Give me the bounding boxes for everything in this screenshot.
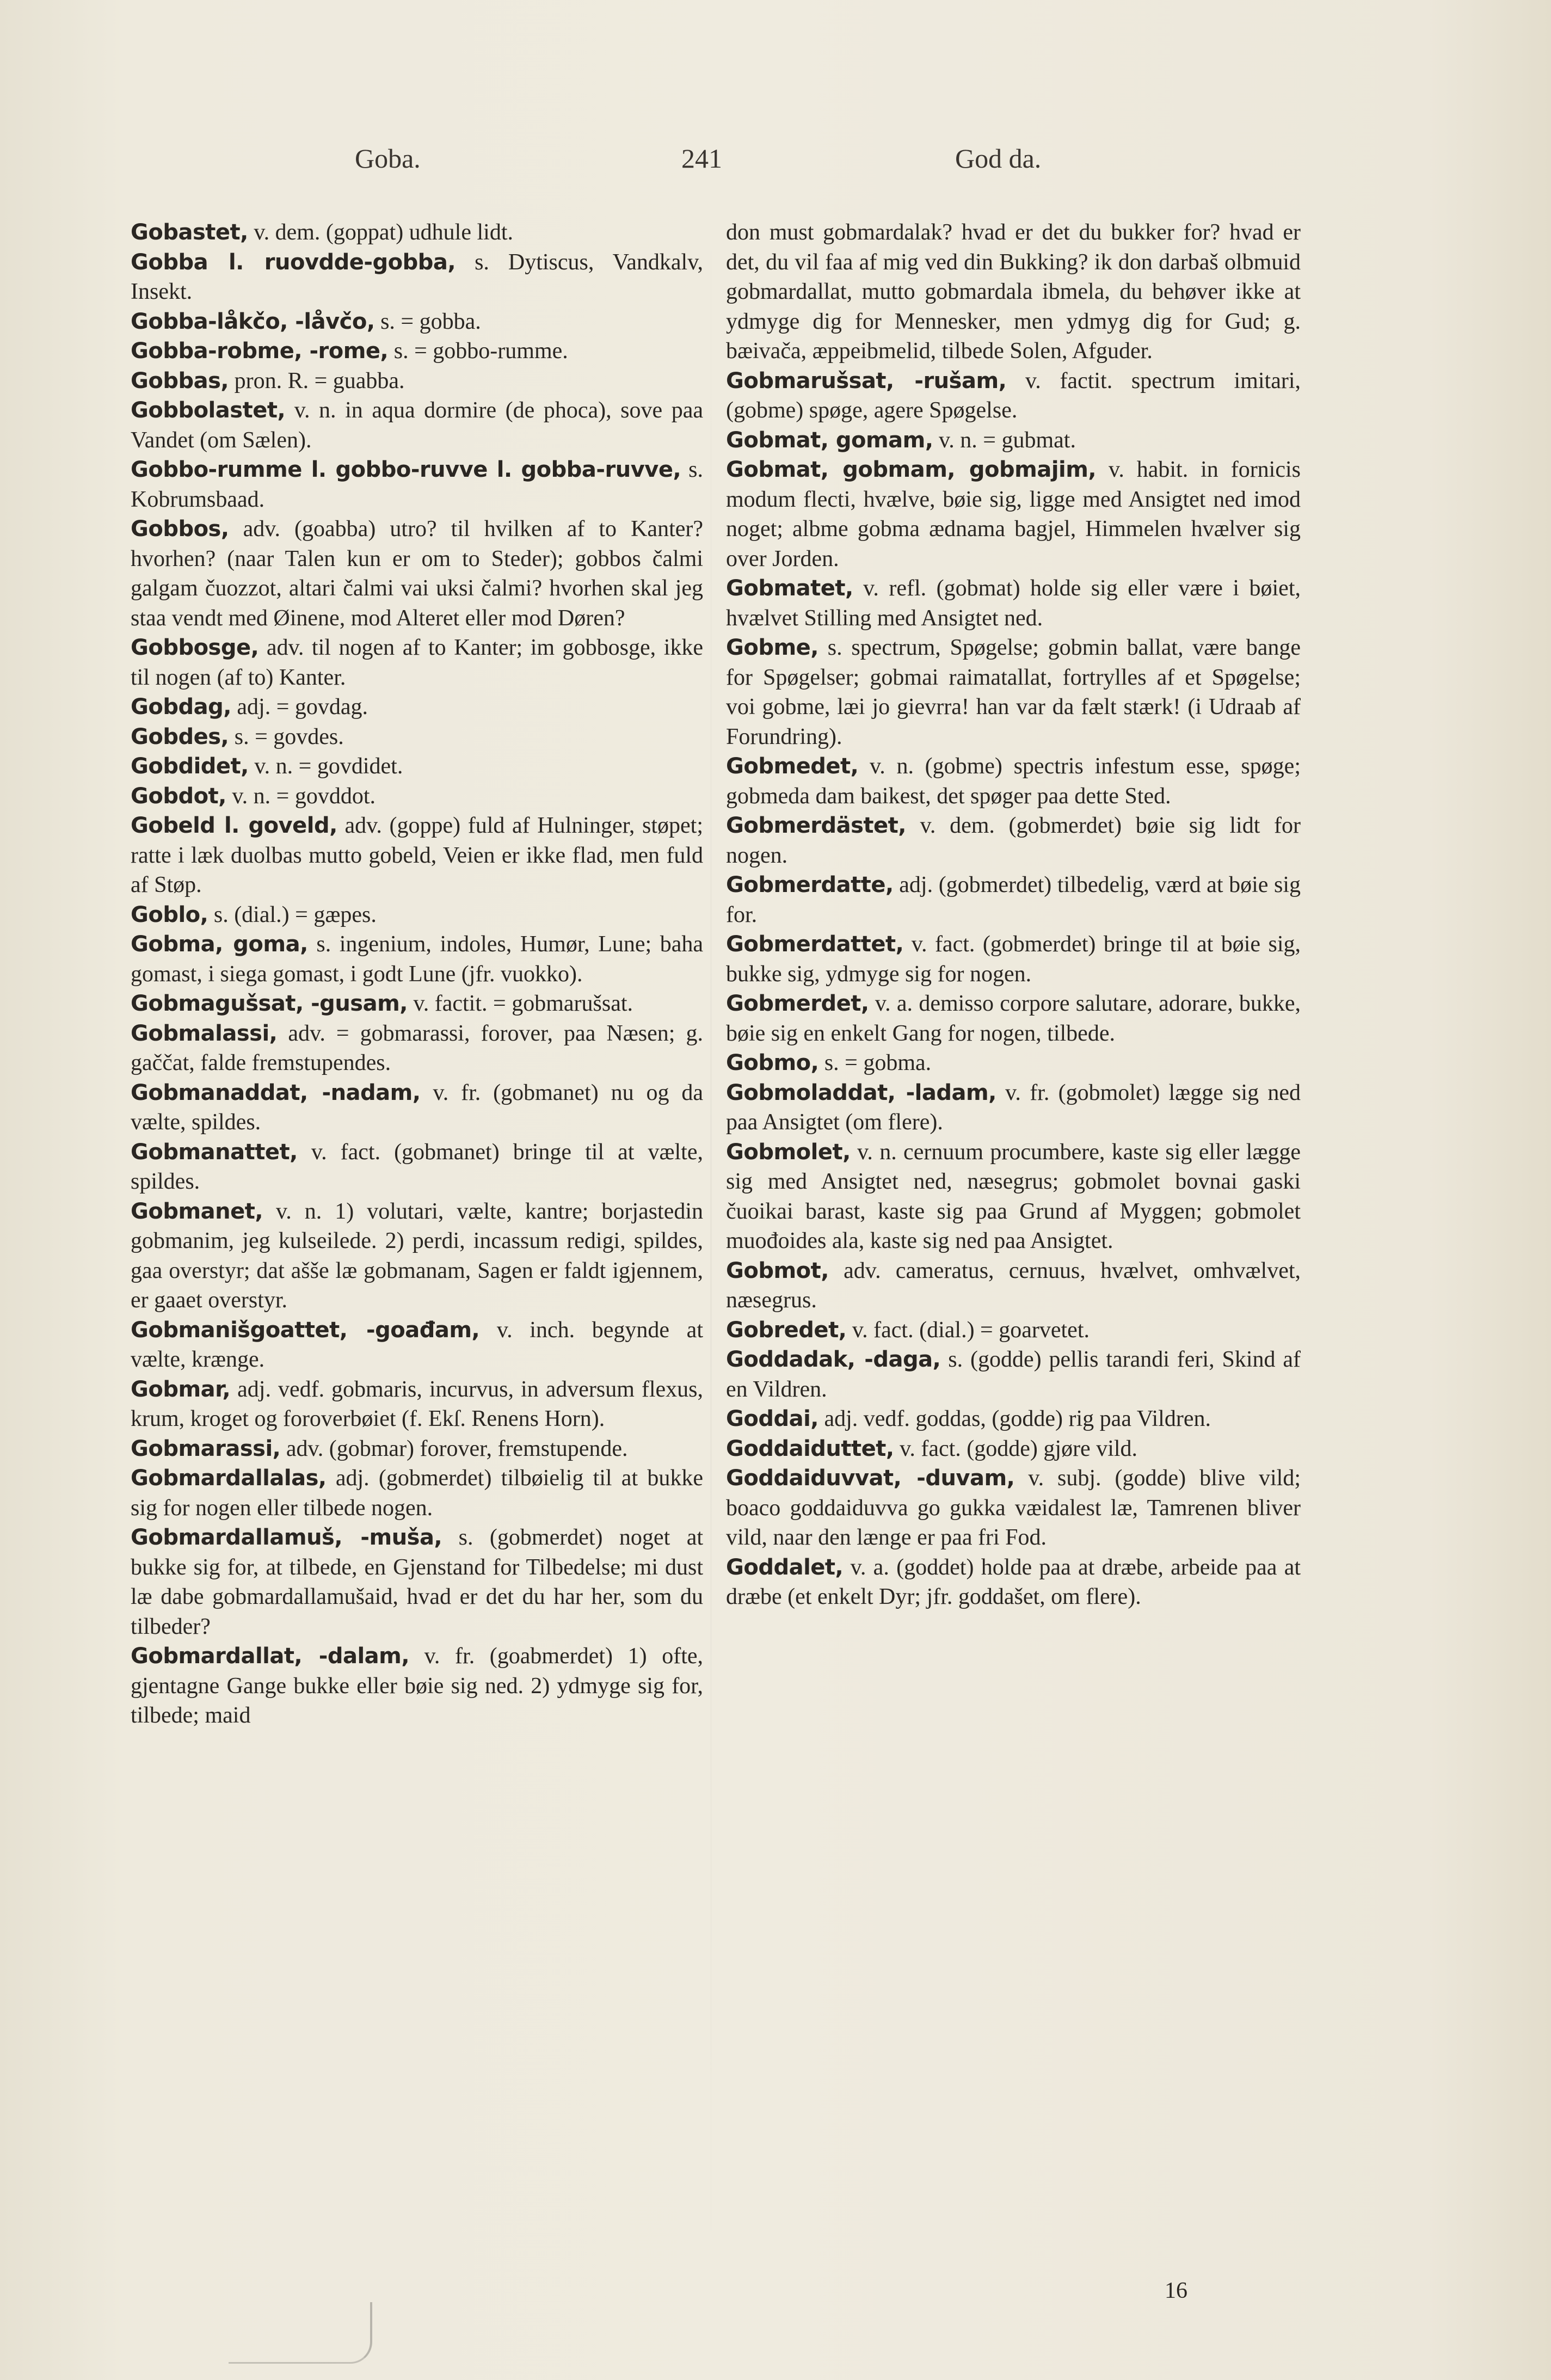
dictionary-entry [131,1641,703,1731]
entry-definition: v. n. in aqua dormire (de phoca), sove paa Vandet (om Sælen). [131,398,704,453]
entry-definition: v. n. cernuum procumbere, kaste sig eller lægge sig med Ansigtet ned, næsegrus; gobmolet bovnai gaski čuoikai barast, kaste sig paa Grund af Myggen; gobmolet muođoides ala, kaste sig ned paa Ansigtet. [726,1139,1301,1253]
entry-headword: Gobbo-rumme l. gobbo-ruvve l. gobba-ruvve, [131,457,681,482]
entry-headword: Gobmatet, [726,576,853,601]
signature-mark: 16 [1165,2278,1187,2303]
entry-headword: Gobmolet, [726,1139,851,1165]
dictionary-entry [131,336,703,366]
entry-headword: Gobmat, gomam, [726,427,933,453]
dictionary-entry [131,218,703,248]
dictionary-entry [131,1434,703,1464]
entry-definition: v. a. demisso corpore salutare, adorare, bukke, bøie sig en enkelt Gang for nogen, tilbede. [726,991,1301,1046]
continued-entry-text: don must gobmardalak? hvad er det du bukker for? hvad er det, du vil faa af mig ved din Bukking? ik don darbaš olbmuid gobmardallat, mutto gobmardala ibmela, du behøver ikke at ydmyge dig for Mennesker, men ydmyg dig for Gud; g. bæivača, æppeibmelid, tilbede Solen, Afguder. [726,220,1301,364]
entry-definition: s. ingenium, indoles, Humør, Lune; baha gomast, i siega gomast, i godt Lune (jfr. vuokko). [131,932,704,987]
entry-headword: Gobmerdatte, [726,872,894,897]
dictionary-entry [726,1315,1301,1345]
entry-headword: Gobmanaddat, -nadam, [131,1080,421,1105]
entry-headword: Gobdot, [131,783,226,809]
dictionary-entry [726,633,1301,752]
entry-headword: Goblo, [131,902,208,927]
entry-definition: s. spectrum, Spøgelse; gobmin ballat, være bange for Spøgelser; gobmai raimatallat, fortrylles af et Spøgelse; voi gobme, læi jo gievrra! han var da fælt stærk! (i Udraab af Forundring). [726,635,1301,749]
entry-headword: Gobmalassi, [131,1020,278,1046]
entry-definition: v. n. = govddot. [232,783,376,809]
entry-headword: Gobmagušsat, -gusam, [131,991,408,1016]
entry-definition: pron. R. = guabba. [234,368,405,393]
entry-headword: Gobmardallamuš, -muša, [131,1525,442,1550]
entry-headword: Goddadak, -daga, [726,1347,941,1372]
entry-definition: v. fact. (dial.) = goarvetet. [852,1317,1090,1343]
entry-definition: s. = gobba. [380,309,481,334]
dictionary-entry [726,930,1301,989]
entry-headword: Gobmerdattet, [726,932,904,957]
entry-headword: Gobba-låkčo, -låvčo, [131,309,375,334]
entry-headword: Gobmerdästet, [726,813,906,838]
paper-clip-shadow [229,2302,372,2364]
entry-definition: v. n. = gubmat. [939,427,1076,453]
dictionary-entry [726,366,1301,426]
running-header [0,143,1551,186]
entry-headword: Gobmedet, [726,754,859,779]
entry-headword: Gobmerdet, [726,991,869,1016]
dictionary-entry [726,1463,1301,1553]
entry-headword: Gobmo, [726,1050,819,1075]
dictionary-entry [726,1553,1301,1612]
entry-definition: s. Dytiscus, Vandkalv, Insekt. [131,249,703,304]
dictionary-entry [131,1463,703,1523]
entry-headword: Gobdidet, [131,754,249,779]
dictionary-entry [131,1523,703,1641]
entry-definition: v. fact. (gobmanet) bringe til at vælte, spildes. [131,1139,703,1194]
dictionary-entry [726,989,1301,1048]
entry-headword: Gobmar, [131,1376,231,1402]
page-number: 241 [681,143,722,174]
dictionary-entry [726,1345,1301,1404]
dictionary-entry [726,455,1301,574]
entry-definition: v. fr. (gobmanet) nu og da vælte, spildes. [131,1080,704,1135]
dictionary-entry [726,574,1301,633]
dictionary-entry [726,1078,1301,1137]
entry-definition: v. dem. (gobmerdet) bøie sig lidt for nogen. [726,813,1301,868]
entry-headword: Gobeld l. goveld, [131,813,337,838]
entry-definition: adv. = gobmarassi, forover, paa Næsen; g. gaččat, falde fremstupendes. [131,1020,703,1075]
left-column [131,218,703,1731]
dictionary-entry [131,1137,703,1197]
entry-headword: Gobba l. ruovdde-gobba, [131,249,456,275]
header-left-guideword: Goba. [355,143,421,174]
dictionary-entry [726,870,1301,930]
entry-definition: adv. til nogen af to Kanter; im gobbosge, ikke til nogen (af to) Kanter. [131,635,704,690]
entry-headword: Gobbolastet, [131,398,286,423]
entry-headword: Gobmardallat, -dalam, [131,1644,410,1669]
entry-definition: adj. vedf. goddas, (godde) rig paa Vildren. [824,1406,1211,1431]
entry-headword: Gobmardallalas, [131,1466,327,1491]
dictionary-entry [726,811,1301,870]
dictionary-entry [131,366,703,396]
dictionary-entry [131,1019,703,1078]
entry-definition: v. fr. (gobmolet) lægge sig ned paa Ansigtet (om flere). [726,1080,1301,1135]
entry-definition: adj. vedf. gobmaris, incurvus, in adversum flexus, krum, kroget og foroverbøiet (f. Ekſ. Renens Horn). [131,1376,704,1431]
entry-headword: Gobbos, [131,516,229,542]
dictionary-entry [131,752,703,782]
entry-definition: v. fr. (goabmerdet) 1) ofte, gjentagne Gange bukke eller bøie sig ned. 2) ydmyge sig for, tilbede; maid [131,1644,704,1728]
dictionary-entry [131,1315,703,1375]
entry-headword: Gobredet, [726,1317,847,1343]
entry-headword: Goddaiduvvat, -duvam, [726,1466,1015,1491]
entry-definition: v. fact. (gobmerdet) bringe til at bøie sig, bukke sig, ydmyge sig for nogen. [726,932,1301,987]
entry-definition: s. (gobmerdet) noget at bukke sig for, at tilbede, en Gjenstand for Tilbedelse; mi dust læ dabe gobmardallamušaid, hvad er det du har her, som du tilbeder? [131,1525,704,1639]
entry-headword: Goddai, [726,1406,818,1431]
dictionary-entry [726,1137,1301,1256]
right-column [726,218,1301,1612]
header-right-guideword: God da. [955,143,1042,174]
entry-headword: Gobmat, gobmam, gobmajim, [726,457,1097,482]
entry-headword: Gobba-robme, -rome, [131,339,389,364]
dictionary-entry [131,1197,703,1315]
entry-definition: adv. cameratus, cernuus, hvælvet, omhvælvet, næsegrus. [726,1258,1301,1313]
entry-headword: Gobmoladdat, -ladam, [726,1080,996,1105]
entry-headword: Goddalet, [726,1554,844,1580]
entry-definition: v. n. = govdidet. [254,754,403,779]
entry-definition: adv. (goppe) fuld af Hulninger, støpet; ratte i læk duolbas mutto gobeld, Veien er ikke flad, men fuld af Støp. [131,813,704,897]
dictionary-entry [726,1434,1301,1464]
dictionary-entry [131,930,703,989]
entry-definition: adj. = govdag. [237,694,368,719]
dictionary-entry [726,426,1301,456]
dictionary-entry [131,1078,703,1137]
entry-definition: s. = gobma. [824,1050,932,1075]
dictionary-entry [726,752,1301,811]
dictionary-entry [131,248,703,307]
entry-headword: Gobmarassi, [131,1436,281,1461]
entry-definition: v. fact. (godde) gjøre vild. [900,1436,1138,1461]
entry-headword: Gobme, [726,635,818,660]
dictionary-entry [131,633,703,692]
dictionary-entry [131,514,703,633]
entry-headword: Gobmanattet, [131,1139,298,1165]
entry-headword: Gobastet, [131,220,248,245]
entry-definition: s. (dial.) = gæpes. [213,902,377,927]
entry-headword: Gobmot, [726,1258,829,1283]
dictionary-entry [131,989,703,1019]
entry-definition: adj. (gobmerdet) tilbedelig, værd at bøie sig for. [726,872,1301,927]
dictionary-entry [131,811,703,900]
entry-definition: v. a. (goddet) holde paa at dræbe, arbeide paa at dræbe (et enkelt Dyr; jfr. goddašet, om flere). [726,1554,1301,1609]
entry-definition: v. factit. = gobmarušsat. [413,991,633,1016]
entry-definition: s. (godde) pellis tarandi feri, Skind af en Vildren. [726,1347,1301,1402]
entry-headword: Gobma, goma, [131,932,308,957]
entry-headword: Gobdag, [131,694,231,719]
entry-definition: adv. (gobmar) forover, fremstupende. [286,1436,628,1461]
entry-definition: v. subj. (godde) blive vild; boaco goddaiduvva go gukka væidalest læ, Tamrenen bliver vild, naar den længe er paa fri Fod. [726,1466,1301,1550]
dictionary-entry [131,396,703,455]
dictionary-entry [131,1375,703,1434]
entry-definition: v. inch. begynde at vælte, krænge. [131,1317,703,1372]
entry-definition: v. factit. spectrum imitari, (gobme) spøge, agere Spøgelse. [726,368,1301,423]
dictionary-entry [131,722,703,752]
entry-headword: Gobmanišgoattet, -goađam, [131,1317,480,1343]
entry-headword: Gobbosge, [131,635,259,660]
entry-definition: v. habit. in fornicis modum flecti, hvælve, bøie sig, ligge med Ansigtet ned imod noget; albme gobma ædnama bagjel, Himmelen hvælver sig over Jorden. [726,457,1301,571]
dictionary-entry [726,1256,1301,1315]
entry-headword: Goddaiduttet, [726,1436,894,1461]
dictionary-entry [131,782,703,811]
entry-definition: v. dem. (goppat) udhule lidt. [254,220,513,245]
dictionary-entry [726,1048,1301,1078]
entry-definition: v. refl. (gobmat) holde sig eller være i bøiet, hvælvet Stilling med Ansigtet ned. [726,576,1301,631]
entry-definition: s. Kobrumsbaad. [131,457,703,512]
entry-definition: s. = gobbo-rumme. [393,339,568,364]
entry-headword: Gobdes, [131,724,229,749]
entry-definition: adv. (goabba) utro? til hvilken af to Kanter? hvorhen? (naar Talen kun er om to Steder); gobbos čalmi galgam čuozzot, altari čalmi vai uksi čalmi? hvorhen skal jeg staa vendt med Øinene, mod Alteret eller mod Døren? [131,516,704,631]
entry-headword: Gobbas, [131,368,229,393]
dictionary-entry [726,1404,1301,1434]
dictionary-entry [131,455,703,514]
entry-headword: Gobmanet, [131,1198,263,1224]
entry-definition: v. n. (gobme) spectris infestum esse, spøge; gobmeda dam baikest, det spøger paa dette Sted. [726,754,1301,809]
gutter-shadow [710,180,712,2302]
dictionary-entry [131,692,703,722]
entry-definition: adj. (gobmerdet) tilbøielig til at bukke sig for nogen eller tilbede nogen. [131,1466,703,1521]
entry-definition: v. n. 1) volutari, vælte, kantre; borjastedin gobmanim, jeg kulseilede. 2) perdi, incassum redigi, spildes, gaa overstyr; dat ašše læ gobmanam, Sagen er faldt igjennem, er gaaet overstyr. [131,1198,703,1313]
entry-headword: Gobmarušsat, -rušam, [726,368,1007,393]
entry-definition: s. = govdes. [234,724,344,749]
dictionary-entry [131,900,703,930]
dictionary-entry [131,307,703,337]
